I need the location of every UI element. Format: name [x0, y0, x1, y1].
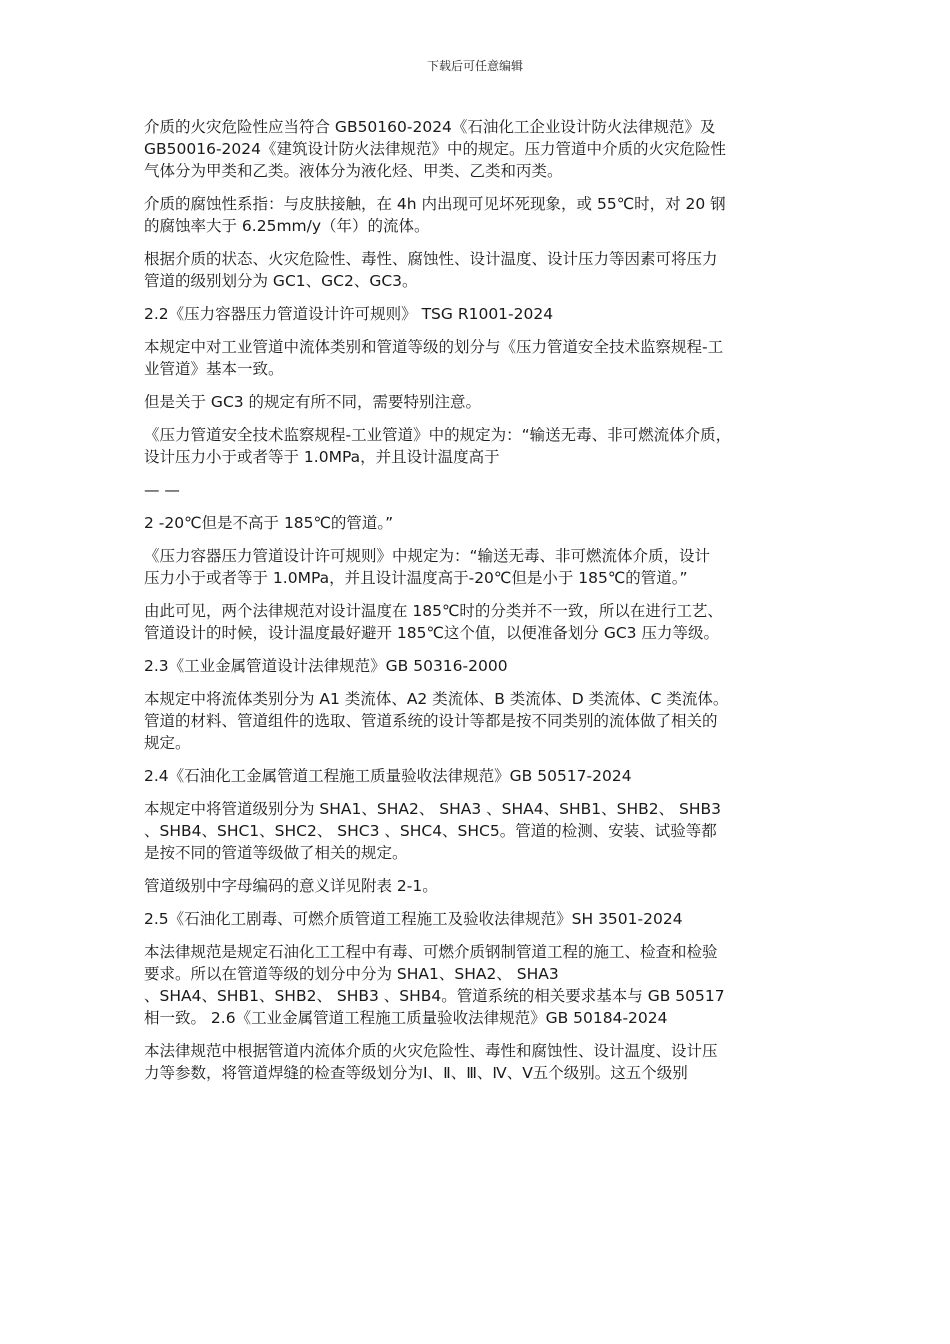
- section-heading: 2.5《石油化工剧毒、可燃介质管道工程施工及验收法律规范》SH 3501-2024: [144, 910, 683, 928]
- paragraph: 根据介质的状态、火灾危险性、毒性、腐蚀性、设计温度、设计压力等因素可将压力 管道的级别划分为 GC1、GC2、GC3。: [144, 250, 718, 290]
- section-heading: 2.2《压力容器压力管道设计许可规则》 TSG R1001-2024: [144, 305, 554, 323]
- paragraph: 2 -20℃但是不高于 185℃的管道。”: [144, 514, 394, 532]
- section-heading: 2.4《石油化工金属管道工程施工质量验收法律规范》GB 50517-2024: [144, 767, 632, 785]
- page-header: 下载后可任意编辑: [426, 59, 523, 73]
- paragraph: 介质的腐蚀性系指：与皮肤接触，在 4h 内出现可见坏死现象，或 55℃时，对 20 钢 的腐蚀率大于 6.25mm/y（年）的流体。: [144, 195, 726, 235]
- paragraph: 本法律规范中根据管道内流体介质的火灾危险性、毒性和腐蚀性、设计温度、设计压 力等参数，将管道焊缝的检查等级划分为Ⅰ、Ⅱ、Ⅲ、Ⅳ、Ⅴ五个级别。这五个级别: [144, 1042, 718, 1082]
- paragraph: 本规定中将管道级别分为 SHA1、SHA2、 SHA3 、SHA4、SHB1、SHB2、 SHB3 、SHB4、SHC1、SHC2、 SHC3 、SHC4、SHC5。管道的检测、安装、试验等都 是按不同的管道等级做了相关的规定。: [144, 800, 722, 862]
- section-heading: 2.3《工业金属管道设计法律规范》GB 50316-2000: [144, 657, 508, 675]
- page-separator: — —: [144, 481, 180, 499]
- paragraph: 本法律规范是规定石油化工工程中有毒、可燃介质钢制管道工程的施工、检查和检验 要求。所以在管道等级的划分中分为 SHA1、SHA2、 SHA3 、SHA4、SHB1、SHB2、 SHB3 、SHB4。管道系统的相关要求基本与 GB 50517 相一致。 2.6《工业金属管道工程施工质量验收法律规范》GB 50184-2024: [144, 943, 725, 1027]
- paragraph: 管道级别中字母编码的意义详见附表 2-1。: [144, 877, 438, 895]
- paragraph: 本规定中将流体类别分为 A1 类流体、A2 类流体、B 类流体、D 类流体、C 类流体。 管道的材料、管道组件的选取、管道系统的设计等都是按不同类别的流体做了相关的 规定。: [144, 690, 729, 752]
- paragraph: 但是关于 GC3 的规定有所不同，需要特别注意。: [144, 393, 482, 411]
- paragraph: 由此可见，两个法律规范对设计温度在 185℃时的分类并不一致，所以在进行工艺、 管道设计的时候，设计温度最好避开 185℃这个值，以便准备划分 GC3 压力等级。: [144, 602, 723, 642]
- paragraph: 《压力管道安全技术监察规程-工业管道》中的规定为：“输送无毒、非可燃流体介质， 设计压力小于或者等于 1.0MPa，并且设计温度高于: [144, 426, 732, 466]
- paragraph: 本规定中对工业管道中流体类别和管道等级的划分与《压力管道安全技术监察规程-工 业管道》基本一致。: [144, 338, 724, 378]
- paragraph: 介质的火灾危险性应当符合 GB50160-2024《石油化工企业设计防火法律规范》及 GB50016-2024《建筑设计防火法律规范》中的规定。压力管道中介质的火灾危险性 气体分为甲类和乙类。液体分为液化烃、甲类、乙类和丙类。: [144, 118, 726, 180]
- document-body: [144, 116, 812, 1095]
- paragraph: 《压力容器压力管道设计许可规则》中规定为：“输送无毒、非可燃流体介质，设计 压力小于或者等于 1.0MPa，并且设计温度高于-20℃但是小于 185℃的管道。”: [144, 547, 711, 587]
